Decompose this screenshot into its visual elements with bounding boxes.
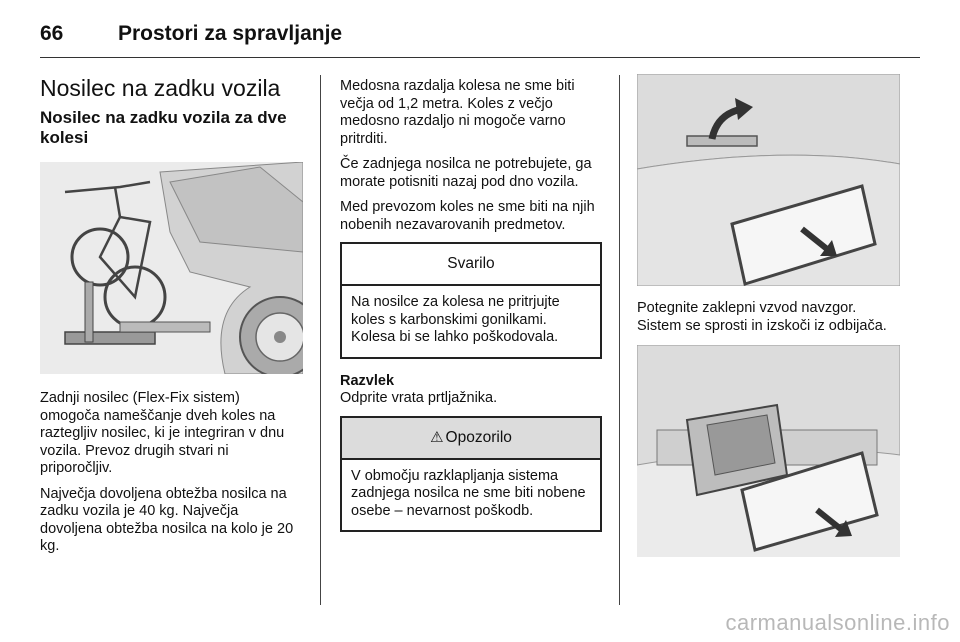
column-divider-1 [320,75,321,605]
lever-release-illustration [637,74,900,286]
paragraph: Odprite vrata prtljažnika. [340,390,498,406]
column-2 [340,78,602,546]
section-subheading: Nosilec na zadku vozila za dve kolesi [40,108,287,147]
column-3 [637,74,900,557]
caution-title: Svarilo [342,244,600,286]
carrier-pullout-illustration [637,345,900,557]
paragraph: Med prevozom koles ne sme biti na njih nobenih nezavarovanih predmetov. [340,199,595,233]
page-header [40,18,920,58]
warning-icon: ⚠ [430,428,444,446]
column-divider-2 [619,75,620,605]
paragraph: Potegnite zaklepni vzvod navzgor. Sistem se sprosti in izskoči iz odbijača. [637,300,887,334]
column-1 [40,74,303,564]
page-title: Prostori za spravljanje [118,22,343,45]
paragraph: Največja dovoljena obtežba nosilca na zadku vozila je 40 kg. Največja dovoljena obtežba nosilca na kolo je 20 kg. [40,485,294,554]
warning-body: V območju razklapljanja sistema zadnjega nosilca ne sme biti nobene osebe – nevarnost poškodb. [351,467,586,519]
paragraph: Medosna razdalja kolesa ne sme biti večja od 1,2 metra. Koles z večjo medosno razdaljo ni mogoče varno pritrditi. [340,78,575,147]
warning-box [340,416,602,533]
warning-title: Opozorilo [445,428,512,446]
section-heading: Nosilec na zadku vozila [40,75,281,101]
caution-body: Na nosilce za kolesa ne pritrjujte koles s karbonskimi gonilkami. Kolesa bi se lahko poškodovala. [351,294,560,345]
watermark: carmanualsonline.info [725,610,950,635]
bike-carrier-illustration [40,162,303,374]
paragraph: Če zadnjega nosilca ne potrebujete, ga morate potisniti nazaj pod dno vozila. [340,156,592,190]
procedure-subheading: Razvlek [340,372,395,389]
warning-title-bar [342,418,600,460]
page-number: 66 [40,22,64,45]
paragraph: Zadnji nosilec (Flex-Fix sistem) omogoča nameščanje dveh koles na raztegljiv nosilec, ki je integriran v dnu vozila. Prevoz drugih stvari ni priporočljiv. [40,390,285,476]
caution-box [340,242,602,359]
